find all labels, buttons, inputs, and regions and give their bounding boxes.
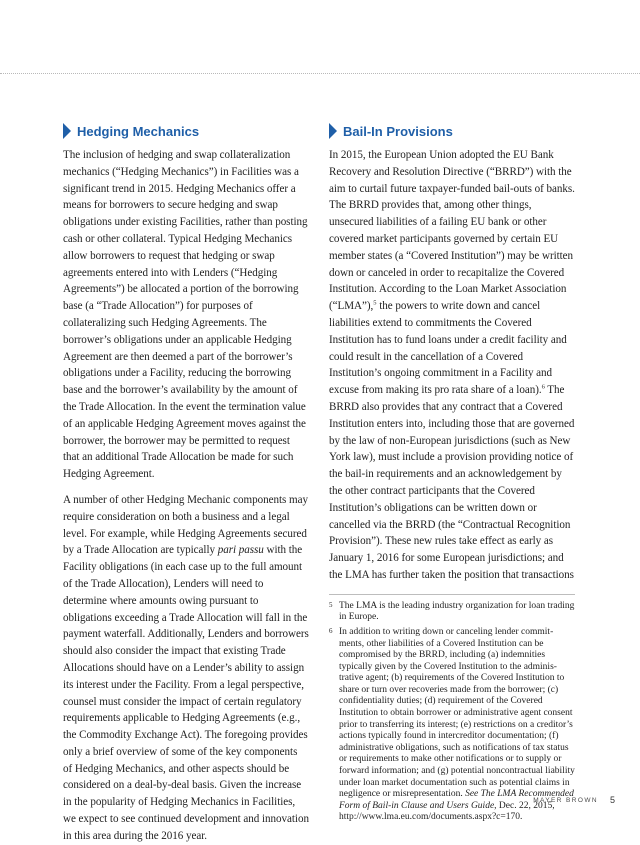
right-triangle-icon — [63, 123, 71, 139]
hedging-paragraph-2 — [63, 492, 309, 845]
footnote-body: In addition to writing down or canceling lender commitments, other liabilities of a Covered Institution can be compromised by the BRRD, including (a) indemnities typically given by the Covered Institution to the administrative agent; (b) requirements of the Covered Institution to share or turn over recoveries made from the borrower; (c) confidentiality duties; (d) requirement of the Covered Institution to obtain borrower or administrative agent consent prior to transferring its interest; (e) restrictions on a creditor’s actions typically found in intercreditor documentation; (f) administrative obligations, such as notifications of tax status or requirements to make other notifications or to supply or forward information; and (g) potential noncontractual liability under loan market documentation such as potential claims in negligence or misrepresentation. — [339, 626, 575, 800]
paragraph-text: In 2015, the European Union adopted the EU Bank Recovery and Resolution Directive (“BRRD”) with the aim to curtail future taxpayer-funded bail-outs of banks. The BRRD provides that, among other things, unsecured liabilities of a failing EU bank or other covered market participants governed by certain EU member states (a “Covered Institution”) may be written down or canceled in order to recapitalize the Covered Institution. According to the Loan Market Association (“LMA”), — [329, 149, 575, 313]
paragraph-text: A number of other Hedging Mechanic components may require consideration on both a business and a legal level. For example, while Hedging Agreements secured by a Trade Allocation are typically — [63, 493, 308, 557]
footnote-number: 6 — [329, 626, 333, 635]
right-column — [329, 121, 575, 827]
footnote-5 — [329, 601, 575, 624]
citation-title: See The LMA Recommended Form of Bail-in Clause and Users Guide — [339, 789, 574, 811]
page-number: 5 — [609, 795, 615, 805]
section-heading-text: Hedging Mechanics — [77, 123, 200, 139]
italic-term: pari passu — [217, 544, 264, 557]
paragraph-text: The BRRD also provides that any contract that a Covered Institution enters into, including those that are governed by the law of non-European jurisdictions (such as New York law), must include a provision providing notice of the bail-in requirements and an acknowledgement by the other contract participants that the Covered Institution’s obligations can be written down or cancelled via the BRRD (the “Contractual Recognition Provision”). These new rules take effect as early as January 1, 2016 for some European jurisdictions; and the LMA has further taken the position that transactions — [329, 384, 575, 581]
top-dotted-rule — [0, 73, 640, 74]
section-heading-hedging — [63, 121, 309, 141]
footnote-text: The LMA is the leading industry organization for loan trading in Europe. — [339, 600, 575, 623]
bail-in-paragraph — [329, 147, 575, 584]
footnote-ref-5[interactable]: 5 — [373, 299, 377, 307]
section-heading-bail-in — [329, 121, 575, 141]
footnote-ref-6[interactable]: 6 — [541, 383, 545, 391]
page-footer — [533, 795, 615, 805]
paragraph-text: the powers to write down and cancel liabilities extend to commitments the Covered Institution has to fund loans under a credit facility and could result in the cancellation of a Covered Institution’s ongoing commitment in a Facility and excuse from making its pro rata share of a loan). — [329, 300, 567, 397]
right-triangle-icon — [329, 123, 337, 139]
hedging-paragraph-1: The inclusion of hedging and swap collateralization mechanics (“Hedging Mechanics”) in Facilities was a significant trend in 2015. Hedging Mechanics offer a means for borrowers to secure hedging and swap obligations under existing Facilities, rather than posting cash or other collateral. Typical Hedging Mechanics allow borrowers to request that hedging or swap agreements entered into with Lenders (“Hedging Agreements”) be allocated a portion of the borrowing base (a “Trade Allocation”) for purposes of collateralizing such Hedging Agreements. The borrower’s obligations under an applicable Hedging Agreement are then deemed a part of the borrower’s obligations under a Facility, reducing the borrowing base and the borrower’s availability by the amount of the Trade Allocation. In the event the termination value of an applicable Hedging Agreement moves against the borrower, the borrower may be permitted to request that an additional Trade Allocation be made for such Hedging Agreement. — [63, 149, 308, 481]
footnote-number: 5 — [329, 600, 333, 609]
paragraph-text: with the Facility obligations (in each case up to the full amount of the Trade Allocation), Lenders will need to determine where amounts owing pursuant to obligations exceeding a Trade Allocation will fall in the payment waterfall. Additionally, Lenders and borrowers should also consider the impact that existing Trade Allocations should have on a Lender’s ability to assign its interest under the Facility. From a legal perspective, counsel must consider the impact of certain regulatory requirements applicable to Hedging Agreements (e.g., the Commodity Exchange Act). The foregoing provides only a brief overview of some of the key components of Hedging Mechanics, and other aspects should be considered on a deal-by-deal basis. Given the increase in the popularity of Hedging Mechanics in Facilities, we expect to see continued development and innovation in this area during the 2016 year. — [63, 544, 309, 842]
citation-link[interactable]: , Dec. 22, 2015, http://www.lma.eu.com/documents.aspx?c=170. — [339, 800, 555, 823]
section-heading-text: Bail-In Provisions — [343, 123, 453, 139]
left-column — [63, 121, 309, 845]
brand-name: MAYER BROWN — [533, 796, 598, 804]
footnote-divider — [329, 594, 575, 595]
